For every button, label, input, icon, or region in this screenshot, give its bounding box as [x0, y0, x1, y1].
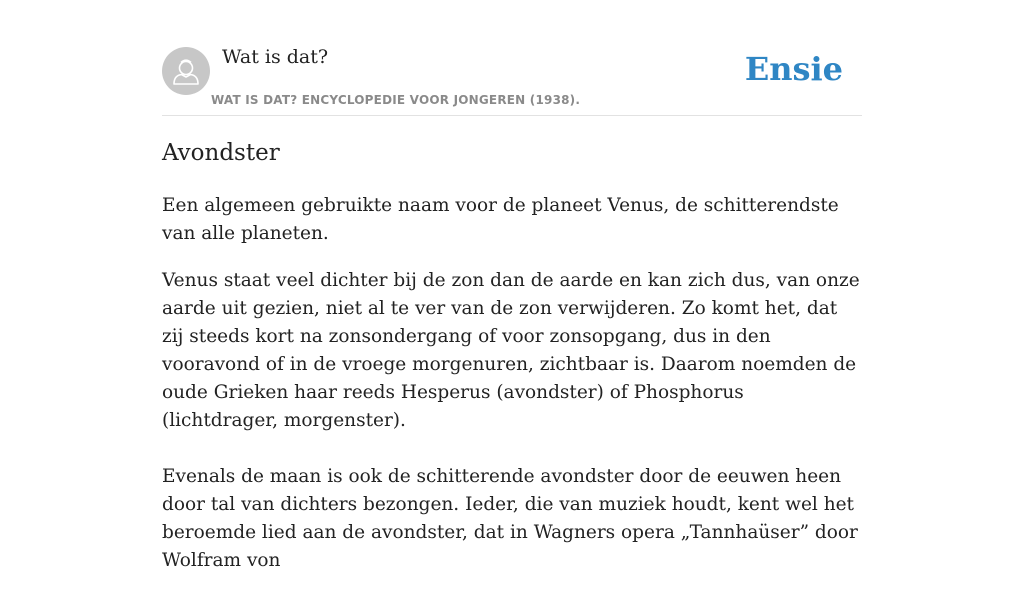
entry-title: Avondster — [162, 140, 280, 166]
avatar[interactable] — [162, 47, 210, 95]
entry-paragraph-1: Een algemeen gebruikte naam voor de planeet Venus, de schitterendste van alle planeten. — [162, 195, 839, 244]
entry-paragraph-2: Venus staat veel dichter bij de zon dan de aarde en kan zich dus, van onze aarde uit gezien, niet al te ver van de zon verwijderen. Zo komt het, dat zij steeds kort na zonsondergang of voor zonsopgang, dus in den vooravond of in de vroege morgenuren, zichtbaar is. Daarom noemden de oude Grieken haar reeds Hesperus (avondster) of Phosphorus (lichtdrager, morgenster). — [162, 270, 860, 431]
entry-body — [162, 192, 862, 594]
entry-paragraph-3: Evenals de maan is ook de schitterende avondster door de eeuwen heen door tal van dichters bezongen. Ieder, die van muziek houdt, kent wel het beroemde lied aan de avondster, dat in Wagners opera „Tannhaüser” door Wolfram von — [162, 466, 858, 571]
brand-logo[interactable]: Ensie — [744, 50, 843, 88]
page — [162, 0, 862, 571]
user-icon — [162, 47, 210, 95]
source-caption: WAT IS DAT? ENCYCLOPEDIE VOOR JONGEREN (1938). — [211, 93, 581, 107]
source-title[interactable]: Wat is dat? — [222, 46, 329, 68]
source-header — [162, 0, 862, 116]
